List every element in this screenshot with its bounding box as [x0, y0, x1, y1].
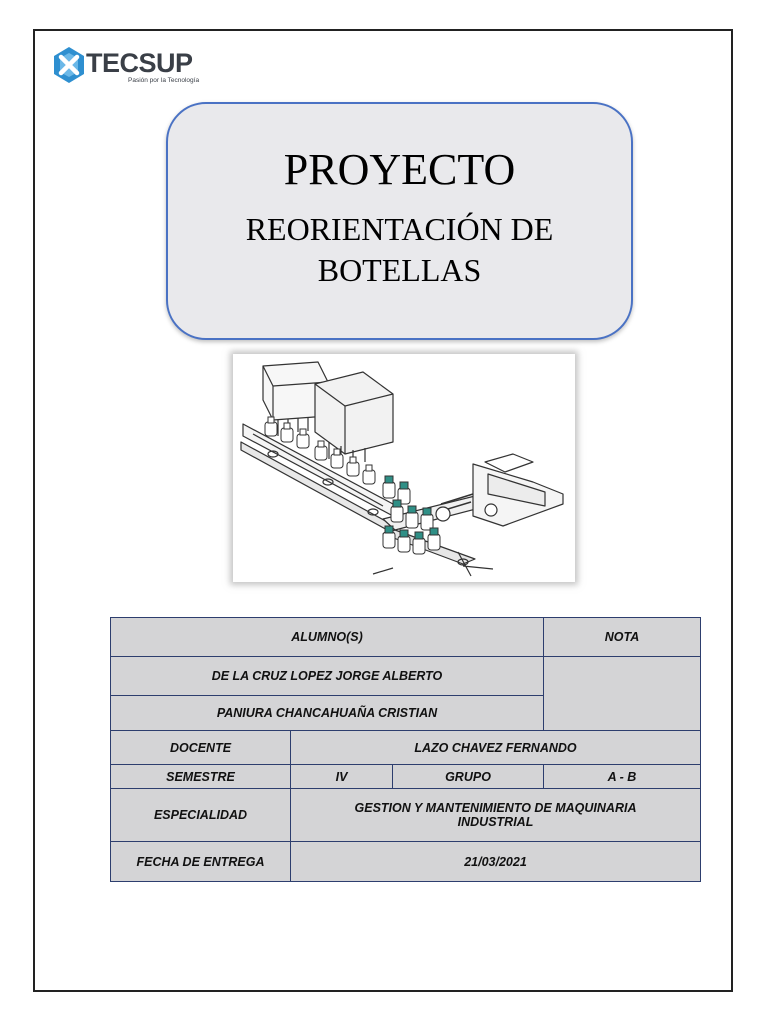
document-subtitle	[188, 209, 611, 291]
machine-illustration	[233, 354, 575, 582]
student-2-name: PANIURA CHANCAHUAÑA CRISTIAN	[111, 696, 544, 731]
grade-value	[544, 657, 701, 731]
specialty-value	[291, 789, 701, 842]
students-header: ALUMNO(S)	[111, 618, 544, 657]
table-row	[111, 842, 701, 882]
teacher-label: DOCENTE	[111, 731, 291, 765]
semester-label: SEMESTRE	[111, 765, 291, 789]
semester-value: IV	[291, 765, 393, 789]
title-box	[166, 102, 633, 340]
group-label: GRUPO	[393, 765, 544, 789]
student-info-table	[110, 617, 701, 882]
date-value: 21/03/2021	[291, 842, 701, 882]
table-row	[111, 765, 701, 789]
subtitle-line-1: REORIENTACIÓN DE	[245, 211, 554, 247]
tecsup-logo	[52, 44, 212, 88]
student-1-name: DE LA CRUZ LOPEZ JORGE ALBERTO	[111, 657, 544, 696]
logo-tagline: Pasión por la Tecnología	[128, 77, 200, 84]
bottle-conveyor-illustration	[233, 354, 575, 582]
table-row	[111, 731, 701, 765]
table-row	[111, 657, 701, 696]
tecsup-emblem-icon	[52, 46, 86, 84]
specialty-label: ESPECIALIDAD	[111, 789, 291, 842]
logo-wordmark: TECSUP	[86, 48, 193, 78]
date-label: FECHA DE ENTREGA	[111, 842, 291, 882]
document-title: PROYECTO	[283, 145, 516, 194]
grade-header: NOTA	[544, 618, 701, 657]
table-row	[111, 618, 701, 657]
subtitle-line-2: BOTELLAS	[317, 252, 482, 288]
teacher-value: LAZO CHAVEZ FERNANDO	[291, 731, 701, 765]
group-value: A - B	[544, 765, 701, 789]
table-row	[111, 789, 701, 842]
specialty-line-2: INDUSTRIAL	[457, 815, 534, 829]
specialty-line-1: GESTION Y MANTENIMIENTO DE MAQUINARIA	[354, 801, 637, 815]
